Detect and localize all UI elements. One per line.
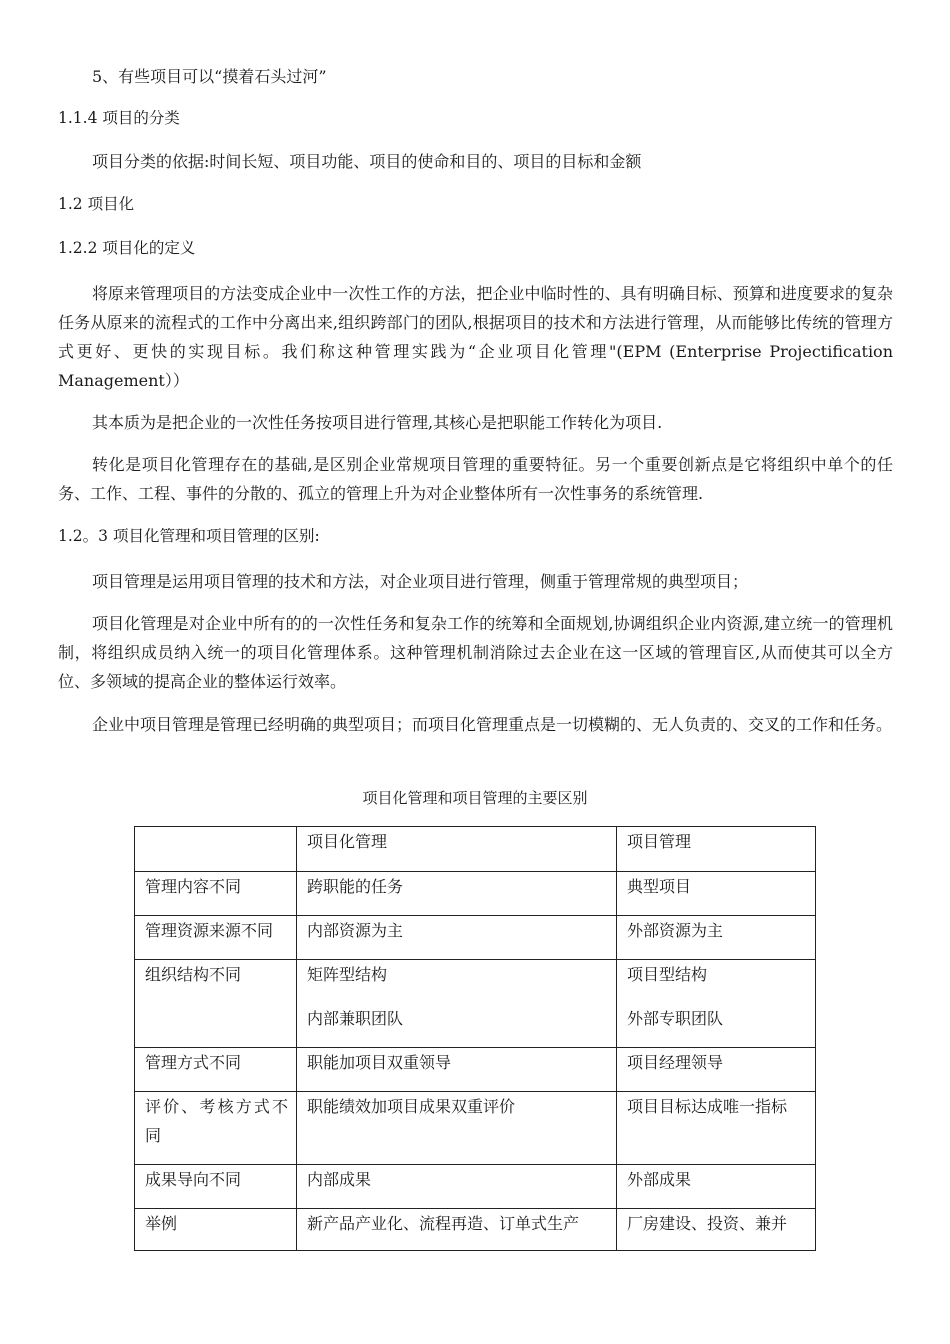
heading-1-2-3: 1.2。3 项目化管理和项目管理的区别: [58, 527, 320, 545]
table-row [135, 1209, 816, 1251]
table-cell: 外部资源为主 [617, 916, 816, 960]
table-cell [617, 960, 816, 1048]
paragraph-project-management: 项目管理是运用项目管理的技术和方法，对企业项目进行管理，侧重于管理常规的典型项目； [92, 572, 749, 591]
table-row [135, 916, 816, 960]
table-row [135, 1165, 816, 1209]
table-cell-line: 内部兼职团队 [307, 1009, 404, 1028]
table-cell: 跨职能的任务 [297, 872, 617, 916]
table-cell: 项目经理领导 [617, 1048, 816, 1092]
table-cell: 外部成果 [617, 1165, 816, 1209]
table-cell: 职能加项目双重领导 [297, 1048, 617, 1092]
table-row [135, 1092, 816, 1165]
paragraph-comparison: 企业中项目管理是管理已经明确的典型项目；而项目化管理重点是一切模糊的、无人负责的、交叉的工作和任务。 [92, 715, 893, 734]
table-cell: 厂房建设、投资、兼并 [617, 1209, 816, 1251]
table-cell: 内部资源为主 [297, 916, 617, 960]
table-header-cell: 项目管理 [617, 827, 816, 872]
table-cell-line: 矩阵型结构 [307, 965, 388, 984]
list-item-5: 5、有些项目可以“摸着石头过河” [92, 67, 327, 86]
table-cell: 评价、考核方式不同 [135, 1092, 297, 1165]
table-cell: 典型项目 [617, 872, 816, 916]
table-cell: 管理资源来源不同 [135, 916, 297, 960]
table-cell [297, 960, 617, 1048]
table-cell: 项目目标达成唯一指标 [617, 1092, 816, 1165]
table-row [135, 1048, 816, 1092]
table-cell: 职能绩效加项目成果双重评价 [297, 1092, 617, 1165]
heading-1-2: 1.2 项目化 [58, 195, 135, 213]
table-caption: 项目化管理和项目管理的主要区别 [362, 789, 588, 807]
table-row [135, 872, 816, 916]
table-cell: 举例 [135, 1209, 297, 1251]
table-row [135, 960, 816, 1048]
table-header-row [135, 827, 816, 872]
heading-1-1-4: 1.1.4 项目的分类 [58, 109, 180, 127]
table-cell-line: 外部专职团队 [627, 1009, 724, 1028]
table-cell [135, 960, 297, 1048]
comparison-table [134, 826, 816, 1251]
paragraph-essence: 其本质为是把企业的一次性任务按项目进行管理,其核心是把职能工作转化为项目. [92, 413, 663, 432]
paragraph-projectification: 项目化管理是对企业中所有的的一次性任务和复杂工作的统筹和全面规划,协调组织企业内资源,建立统一的管理机制，将组织成员纳入统一的项目化管理体系。这种管理机制消除过去企业在这一区域的管理盲区,从而使其可以全方位、多领域的提高企业的整体运行效率。 [58, 614, 893, 691]
table-cell: 管理内容不同 [135, 872, 297, 916]
table-cell: 新产品产业化、流程再造、订单式生产 [297, 1209, 617, 1251]
paragraph-definition: 将原来管理项目的方法变成企业中一次性工作的方法，把企业中临时性的、具有明确目标、预算和进度要求的复杂任务从原来的流程式的工作中分离出来,组织跨部门的团队,根据项目的技术和方法进行管理，从而能够比传统的管理方式更好、更快的实现目标。我们称这种管理实践为“企业项目化管理"(EPM (Enterprise Projectification Management）） [58, 284, 893, 390]
table-header-cell [135, 827, 297, 872]
table-cell: 成果导向不同 [135, 1165, 297, 1209]
table-cell-line: 组织结构不同 [145, 965, 242, 984]
heading-1-2-2: 1.2.2 项目化的定义 [58, 239, 196, 257]
table-header-cell: 项目化管理 [297, 827, 617, 872]
paragraph-transformation: 转化是项目化管理存在的基础,是区别企业常规项目管理的重要特征。另一个重要创新点是它将组织中单个的任务、工作、工程、事件的分散的、孤立的管理上升为对企业整体所有一次性事务的系统管理. [58, 455, 893, 503]
table-cell-line: 项目型结构 [627, 965, 708, 984]
table-cell: 内部成果 [297, 1165, 617, 1209]
paragraph-classification: 项目分类的依据:时间长短、项目功能、项目的使命和目的、项目的目标和金额 [92, 152, 642, 171]
table-cell: 管理方式不同 [135, 1048, 297, 1092]
